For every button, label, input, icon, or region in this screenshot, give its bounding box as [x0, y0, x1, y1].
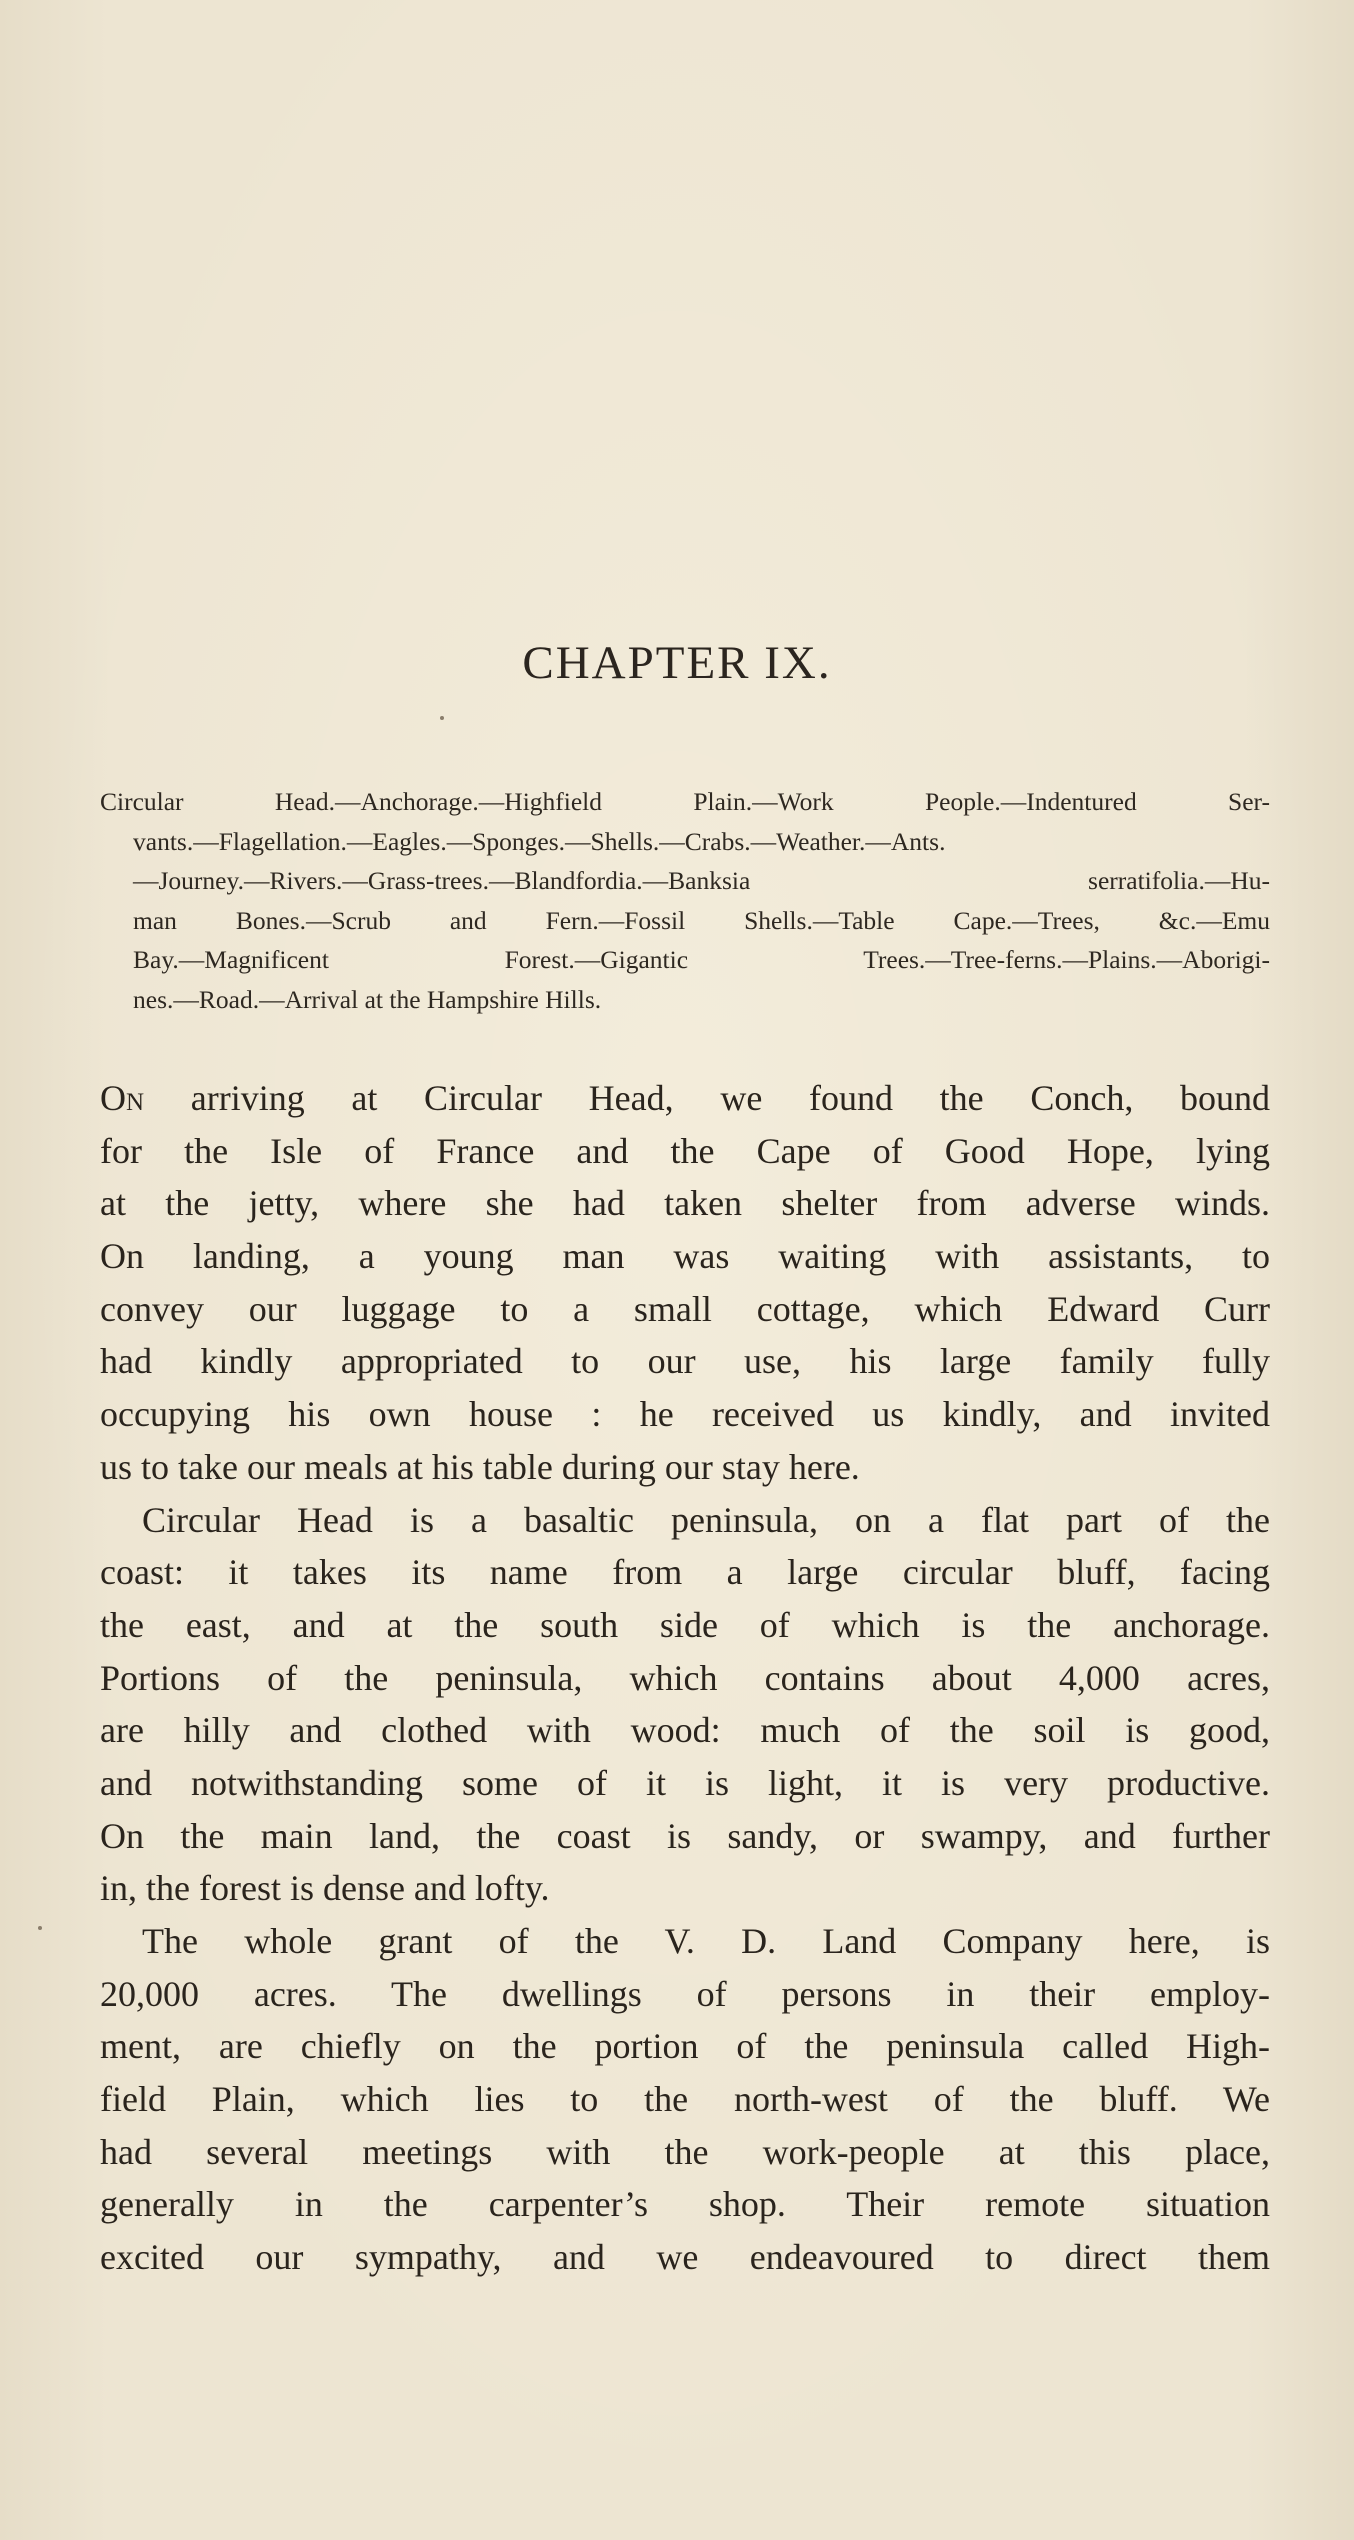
paragraph-line: the east, and at the south side of which is the anchorage. [100, 1604, 1270, 1645]
summary-line: man Bones.—Scrub and Fern.—Fossil Shells.—Table Cape.—Trees, &c.—Emu [133, 905, 1270, 935]
paragraph-line: field Plain, which lies to the north-west of the bluff. We [100, 2079, 1270, 2120]
body-text [100, 1072, 1270, 2284]
paragraph-line: at the jetty, where she had taken shelter from adverse winds. [100, 1183, 1270, 1224]
paragraph-line: coast: it takes its name from a large circular bluff, facing [100, 1552, 1270, 1593]
ink-speck [440, 716, 444, 720]
chapter-title: CHAPTER IX. [522, 637, 832, 689]
paragraph-line: convey our luggage to a small cottage, which Edward Curr [100, 1288, 1270, 1329]
summary-line: vants.—Flagellation.—Eagles.—Sponges.—Shells.—Crabs.—Weather.—Ants. [133, 826, 946, 856]
ink-speck [38, 1926, 42, 1930]
paragraph-line: us to take our meals at his table during our stay here. [100, 1446, 860, 1487]
paragraph-line: The whole grant of the V. D. Land Company here, is [142, 1921, 1270, 1961]
summary-line: nes.—Road.—Arrival at the Hampshire Hills. [133, 984, 602, 1014]
paragraph-line: and notwithstanding some of it is light, it is very productive. [100, 1762, 1270, 1803]
chapter-summary [100, 782, 1270, 1020]
paragraph-line: On landing, a young man was waiting with assistants, to [100, 1236, 1270, 1277]
paragraph-line: occupying his own house : he received us kindly, and invited [100, 1394, 1270, 1435]
paragraph-line: ment, are chiefly on the portion of the peninsula called High- [100, 2026, 1270, 2067]
paragraph-line: in, the forest is dense and lofty. [100, 1868, 550, 1909]
line-text: arriving at Circular Head, we found the Conch, bound [144, 1078, 1270, 1118]
paragraph-line: are hilly and clothed with wood: much of the soil is good, [100, 1710, 1270, 1751]
paragraph-line: On the main land, the coast is sandy, or swampy, and further [100, 1815, 1270, 1856]
summary-line: Bay.—Magnificent Forest.—Gigantic Trees.—Tree-ferns.—Plains.—Aborigi- [133, 945, 1270, 975]
paragraph-line [100, 1072, 1270, 1125]
paragraph-line: had kindly appropriated to our use, his large family fully [100, 1341, 1270, 1382]
paragraph-line: 20,000 acres. The dwellings of persons in their employ- [100, 1973, 1270, 2014]
paragraph-line: for the Isle of France and the Cape of Good Hope, lying [100, 1130, 1270, 1171]
opening-word: On [100, 1078, 145, 1118]
paragraph-line: generally in the carpenter’s shop. Their remote situation [100, 2184, 1270, 2225]
paragraph-line: Circular Head is a basaltic peninsula, on a flat part of the [142, 1499, 1270, 1540]
paragraph-line: had several meetings with the work-people at this place, [100, 2131, 1270, 2172]
paragraph-line: Portions of the peninsula, which contains about 4,000 acres, [100, 1657, 1270, 1698]
paragraph-line: excited our sympathy, and we endeavoured to direct them [100, 2237, 1270, 2278]
summary-line: —Journey.—Rivers.—Grass-trees.—Blandfordia.—Banksia serratifolia.—Hu- [133, 866, 1270, 896]
summary-line: Circular Head.—Anchorage.—Highfield Plain.—Work People.—Indentured Ser- [100, 787, 1270, 816]
